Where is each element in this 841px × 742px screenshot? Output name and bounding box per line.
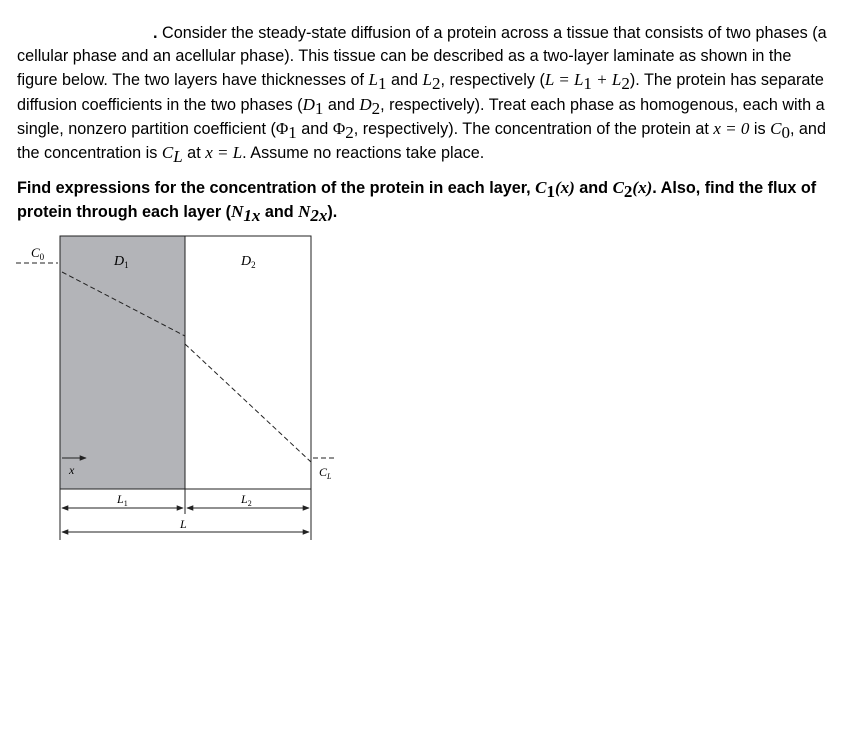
label-d2: $D_2$ [241,254,256,270]
label-l2: $L_2$ [241,492,252,508]
problem-statement: . Consider the steady-state diffusion of a protein across a tissue that consists of two phases (a cellular phase and an acellular phase). This tissue can be described as a two-layer laminate as shown in the figure below. The two layers have thicknesses of $L_1$ and $L_2$, respectively $(L = L_1 + L_2)$. The protein has separate diffusion coefficients in the two phases ($D_1$ and $D_2$, respectively). Treat each phase as homogenous, each with a single, nonzero partition coefficient ($\Phi_1$ and $\Phi_2$, respectively). The concentration of the protein at x = 0 is $C_0$, and the concentration is $C_L$ at x = L. Assume no reactions take place. [17,24,827,167]
layer-1-cellular [60,236,185,489]
label-d1: $D_1$ [114,254,129,270]
label-x: x [69,463,75,477]
label-c0: $C_0$ [31,245,45,262]
layer-2-acellular [185,236,311,489]
question-statement: Find expressions for the concentration of the protein in each layer, $C_1(x)$ and $C_2(x)$. Also, find the flux of protein through each layer ($N_{1x}$ and $N_{2x}$). [17,178,817,226]
label-l: L [180,517,187,531]
label-l1: $L_1$ [117,492,128,508]
label-cl: $C_L$ [319,465,332,481]
